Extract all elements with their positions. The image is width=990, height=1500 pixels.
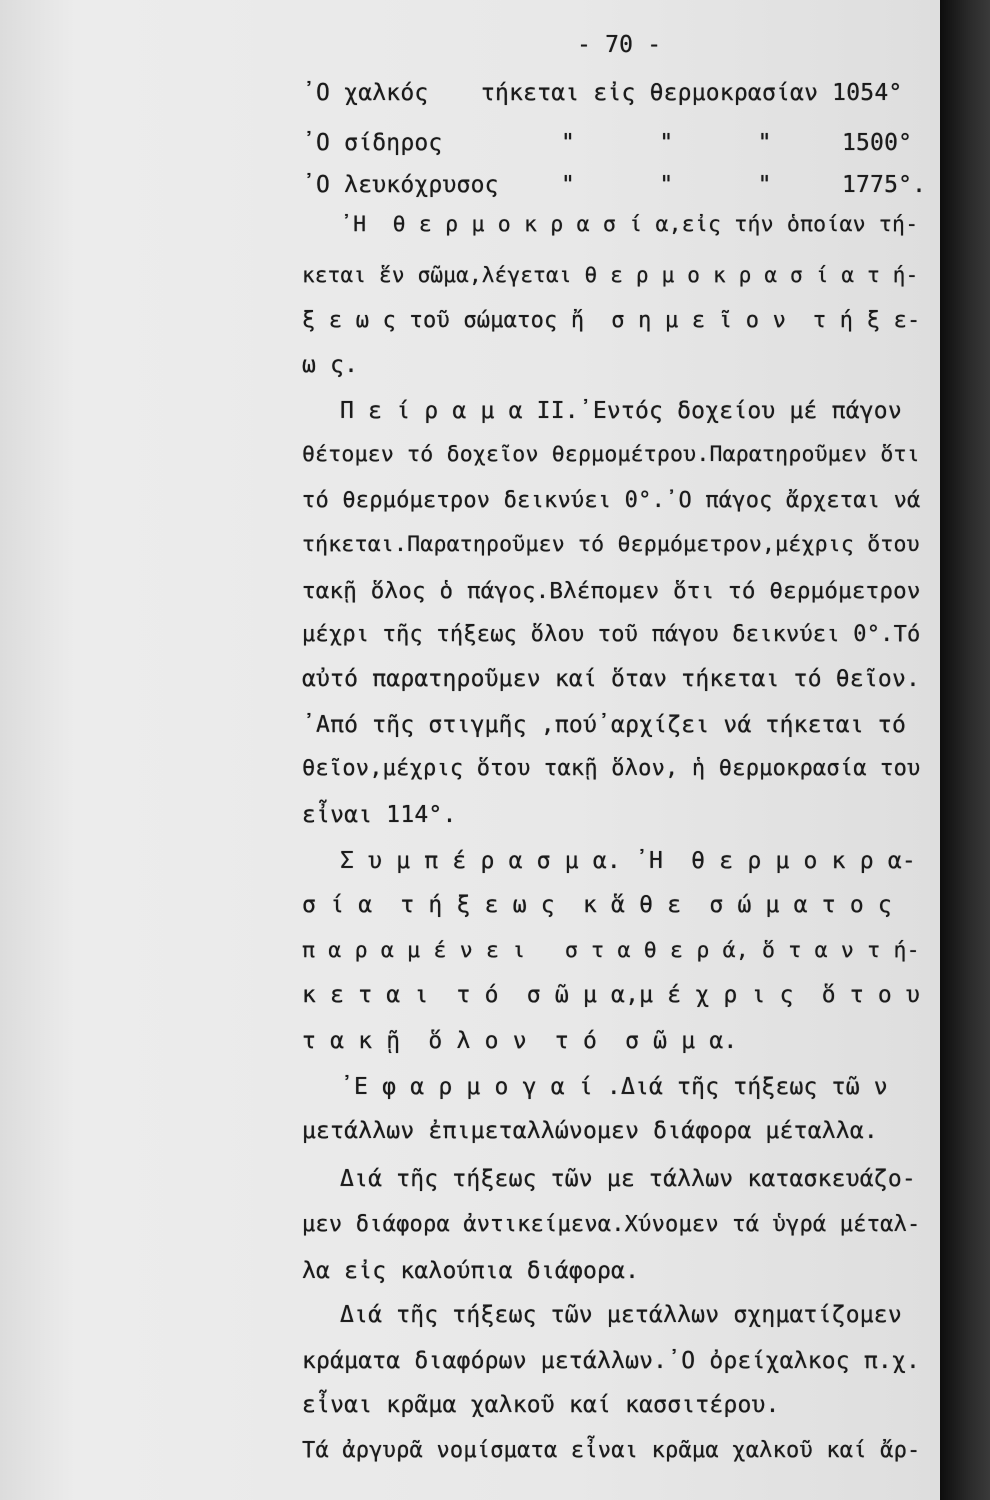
text-line: τ α κ ῇ ὅ λ ο ν τ ό σ ῶ μ α.: [302, 1028, 738, 1054]
text-line: μετάλλων ἐπιμεταλλώνομεν διάφορα μέταλλα.: [302, 1118, 878, 1144]
text-line: μεν διάφορα ἀντικείμενα.Χύνομεν τά ὑγρά μέταλ-: [302, 1212, 921, 1237]
text-line: αὐτό παρατηροῦμεν καί ὅταν τήκεται τό θεῖον.: [302, 666, 921, 692]
table-row-platinum-text: " " " 1775°.: [561, 172, 927, 198]
text-line: π α ρ α μ έ ν ε ι σ τ α θ ε ρ ά, ὅ τ α ν τ ή-: [302, 938, 920, 963]
text-line: Τά ἀργυρᾶ νομίσματα εἶναι κρᾶμα χαλκοῦ καί ἄρ-: [302, 1438, 921, 1463]
text-line: κεται ἕν σῶμα,λέγεται θ ε ρ μ ο κ ρ α σ ί α τ ή-: [302, 263, 919, 287]
text-line: μέχρι τῆς τήξεως ὅλου τοῦ πάγου δεικνύει 0°.Τό: [302, 622, 921, 647]
text-line: ω ς.: [302, 352, 359, 378]
text-line: Π ε ί ρ α μ α II.᾿Εντός δοχείου μέ πάγον: [340, 398, 902, 424]
text-line: Διά τῆς τήξεως τῶν με τάλλων κατασκευάζο-: [340, 1166, 916, 1192]
text-line: τήκεται.Παρατηροῦμεν τό θερμόμετρον,μέχρις ὅτου: [302, 532, 920, 557]
text-line: τό θερμόμετρον δεικνύει 0°.᾿Ο πάγος ἄρχεται νά: [302, 488, 921, 513]
text-line: κ ε τ α ι τ ό σ ῶ μ α,μ έ χ ρ ι ς ὅ τ ο υ: [302, 982, 921, 1008]
text-line: ᾿Από τῆς στιγμῆς ,πού᾿αρχίζει νά τήκεται τό: [302, 712, 907, 738]
table-row-copper-metal: ᾿Ο χαλκός: [302, 80, 429, 106]
text-line: ᾿Ε φ α ρ μ ο γ α ί .Διά τῆς τήξεως τῶ ν: [340, 1074, 888, 1100]
text-line: τακῇ ὅλος ὁ πάγος.Βλέπομεν ὅτι τό θερμόμετρον: [302, 578, 921, 604]
text-line: λα εἰς καλούπια διάφορα.: [302, 1258, 640, 1284]
scan-page-edge: [940, 0, 990, 1500]
text-line: ξ ε ω ς τοῦ σώματος ἤ σ η μ ε ῖ ο ν τ ή ξ ε-: [302, 308, 921, 333]
table-row-iron-metal: ᾿Ο σίδηρος: [302, 130, 443, 156]
text-line: σ ί α τ ή ξ ε ω ς κ ἅ θ ε σ ώ μ α τ ο ς: [302, 892, 892, 918]
table-row-copper-text: τήκεται εἰς θερμοκρασίαν 1054°: [481, 80, 903, 106]
text-line: Σ υ μ π έ ρ α σ μ α. ᾿Η θ ε ρ μ ο κ ρ α-: [340, 848, 916, 874]
text-line: θεῖον,μέχρις ὅτου τακῇ ὅλον, ἡ θερμοκρασία του: [302, 756, 921, 781]
text-line: εἶναι 114°.: [302, 802, 457, 828]
text-line: ᾿Η θ ε ρ μ ο κ ρ α σ ί α,εἰς τήν ὁποίαν τή-: [340, 212, 919, 237]
text-line: εἶναι κρᾶμα χαλκοῦ καί κασσιτέρου.: [302, 1392, 780, 1418]
table-row-iron-text: " " " 1500°: [561, 130, 913, 156]
text-line: κράματα διαφόρων μετάλλων.᾿Ο ὀρείχαλκος π.χ.: [302, 1348, 921, 1374]
table-row-platinum-metal: ᾿Ο λευκόχρυσος: [302, 172, 499, 198]
text-line: Διά τῆς τήξεως τῶν μετάλλων σχηματίζομεν: [340, 1302, 902, 1328]
text-line: θέτομεν τό δοχεῖον θερμομέτρου.Παρατηροῦμεν ὅτι: [302, 442, 920, 467]
page-number: - 70 -: [577, 32, 662, 58]
